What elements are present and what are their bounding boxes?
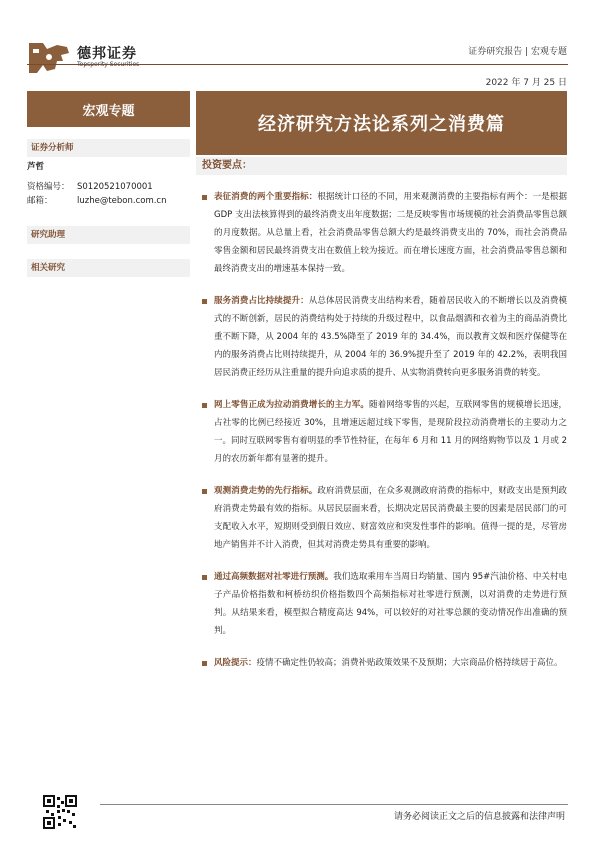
square-bullet-icon	[202, 489, 207, 494]
company-logo-icon	[27, 39, 71, 75]
analyst-name: 芦哲	[27, 162, 45, 172]
analyst-license	[27, 180, 153, 192]
email-value[interactable]: luzhe@tebon.com.cn	[77, 196, 167, 206]
analyst-section-head: 证券分析师	[27, 139, 190, 157]
email-label: 邮箱：	[27, 196, 53, 206]
square-bullet-icon	[202, 661, 207, 666]
list-item	[196, 654, 567, 672]
analyst-email	[27, 194, 167, 206]
license-value: S0120521070001	[77, 182, 153, 192]
square-bullet-icon	[202, 575, 207, 580]
square-bullet-icon	[202, 195, 207, 200]
list-item	[196, 396, 567, 468]
square-bullet-icon	[202, 403, 207, 408]
list-item	[196, 482, 567, 554]
assistant-section-head: 研究助理	[27, 226, 190, 244]
point-lead: 网上零售正成为拉动消费增长的主力军。	[214, 400, 370, 410]
point-lead: 观测消费走势的先行指标。	[214, 486, 318, 496]
report-title: 经济研究方法论系列之消费篇	[196, 91, 567, 155]
point-text: 疫情不确定性仍较高；消费补贴政策效果不及预期；大宗商品价格持续居于高位。	[256, 658, 563, 668]
company-logo	[27, 39, 147, 75]
point-lead: 表征消费的两个重要指标：	[214, 192, 318, 202]
point-text: 政府消费层面，在众多观测政府消费的指标中，财政支出是预判政府消费走势最有效的指标。从居民层面来看，长期决定居民消费最主要的因素是居民部门的可支配收入水平，短期则受到假日效应、财富效应和突发性事件的影响。值得一提的是，尽管房地产销售并不计入消费，但其对消费走势具有重要的影响。	[214, 486, 567, 550]
license-label: 资格编号：	[27, 182, 70, 192]
investment-highlights-head: 投资要点：	[196, 157, 567, 175]
list-item	[196, 568, 567, 640]
point-text: 根据统计口径的不同，用来观测消费的主要指标有两个：一是根据 GDP 支出法核算得到的最终消费支出年度数据；二是反映零售市场规模的社会消费品零售总额的月度数据。从总量上看，社会消费品零售总额大约是最终消费支出的 70%，而社会消费品零售金额和居民最终消费支出在数值上较为接近。而在增长速度方面，社会消费品零售总额和最终消费支出的增速基本保持一致。	[214, 192, 567, 274]
point-text: 随着网络零售的兴起，互联网零售的规模增长迅速，占社零的比例已经接近 30%，且增速远超过线下零售，是现阶段拉动消费增长的主要动力之一。同时互联网零售有着明显的季节性特征，在每年 6 月和 11 月的网络购物节以及 1 月或 2 月的农历新年都有显著的提升。	[214, 400, 567, 464]
qr-code-icon	[43, 795, 77, 829]
disclaimer-text: 请务必阅读正文之后的信息披露和法律声明	[393, 812, 565, 822]
point-lead: 服务消费占比持续提升：	[214, 296, 309, 306]
list-item	[196, 292, 567, 382]
point-lead: 通过高频数据对社零进行预测。	[214, 572, 334, 582]
report-category-tag: 宏观专题	[27, 91, 190, 127]
investment-points	[196, 188, 567, 686]
header-divider	[27, 64, 568, 65]
list-item	[196, 188, 567, 278]
point-lead: 风险提示：	[214, 658, 257, 668]
point-text: 从总体居民消费支出结构来看，随着居民收入的不断增长以及消费模式的不断创新，居民的消费结构处于持续的升级过程中，以食品烟酒和衣着为主的商品消费比重不断下降，从 2004 年的 43.5%降至了 2019 年的 34.4%，而以教育文娱和医疗保健等在内的服务消费占比则持续提升，从 2004 年的 36.9%提升至了 2019 年的 42.2%，表明我国居民消费正经历从注重量的提升向追求质的提升、从实物消费转向更多服务消费的转变。	[214, 296, 567, 378]
logo-chinese-name: 德邦证券	[77, 46, 137, 62]
point-text: 我们选取乘用车当周日均销量、国内 95#汽油价格、中关村电子产品价格指数和柯桥纺织价格指数四个高频指标对社零进行预测，以对消费的走势进行预判。从结果来看，模型拟合精度高达 94%，可以较好的对社零总额的变动情况作出准确的预判。	[214, 572, 567, 636]
report-date: 2022 年 7 月 25 日	[485, 78, 567, 88]
footer-divider	[100, 804, 568, 805]
report-type: 证券研究报告 | 宏观专题	[468, 47, 567, 57]
square-bullet-icon	[202, 299, 207, 304]
related-section-head: 相关研究	[27, 259, 190, 277]
